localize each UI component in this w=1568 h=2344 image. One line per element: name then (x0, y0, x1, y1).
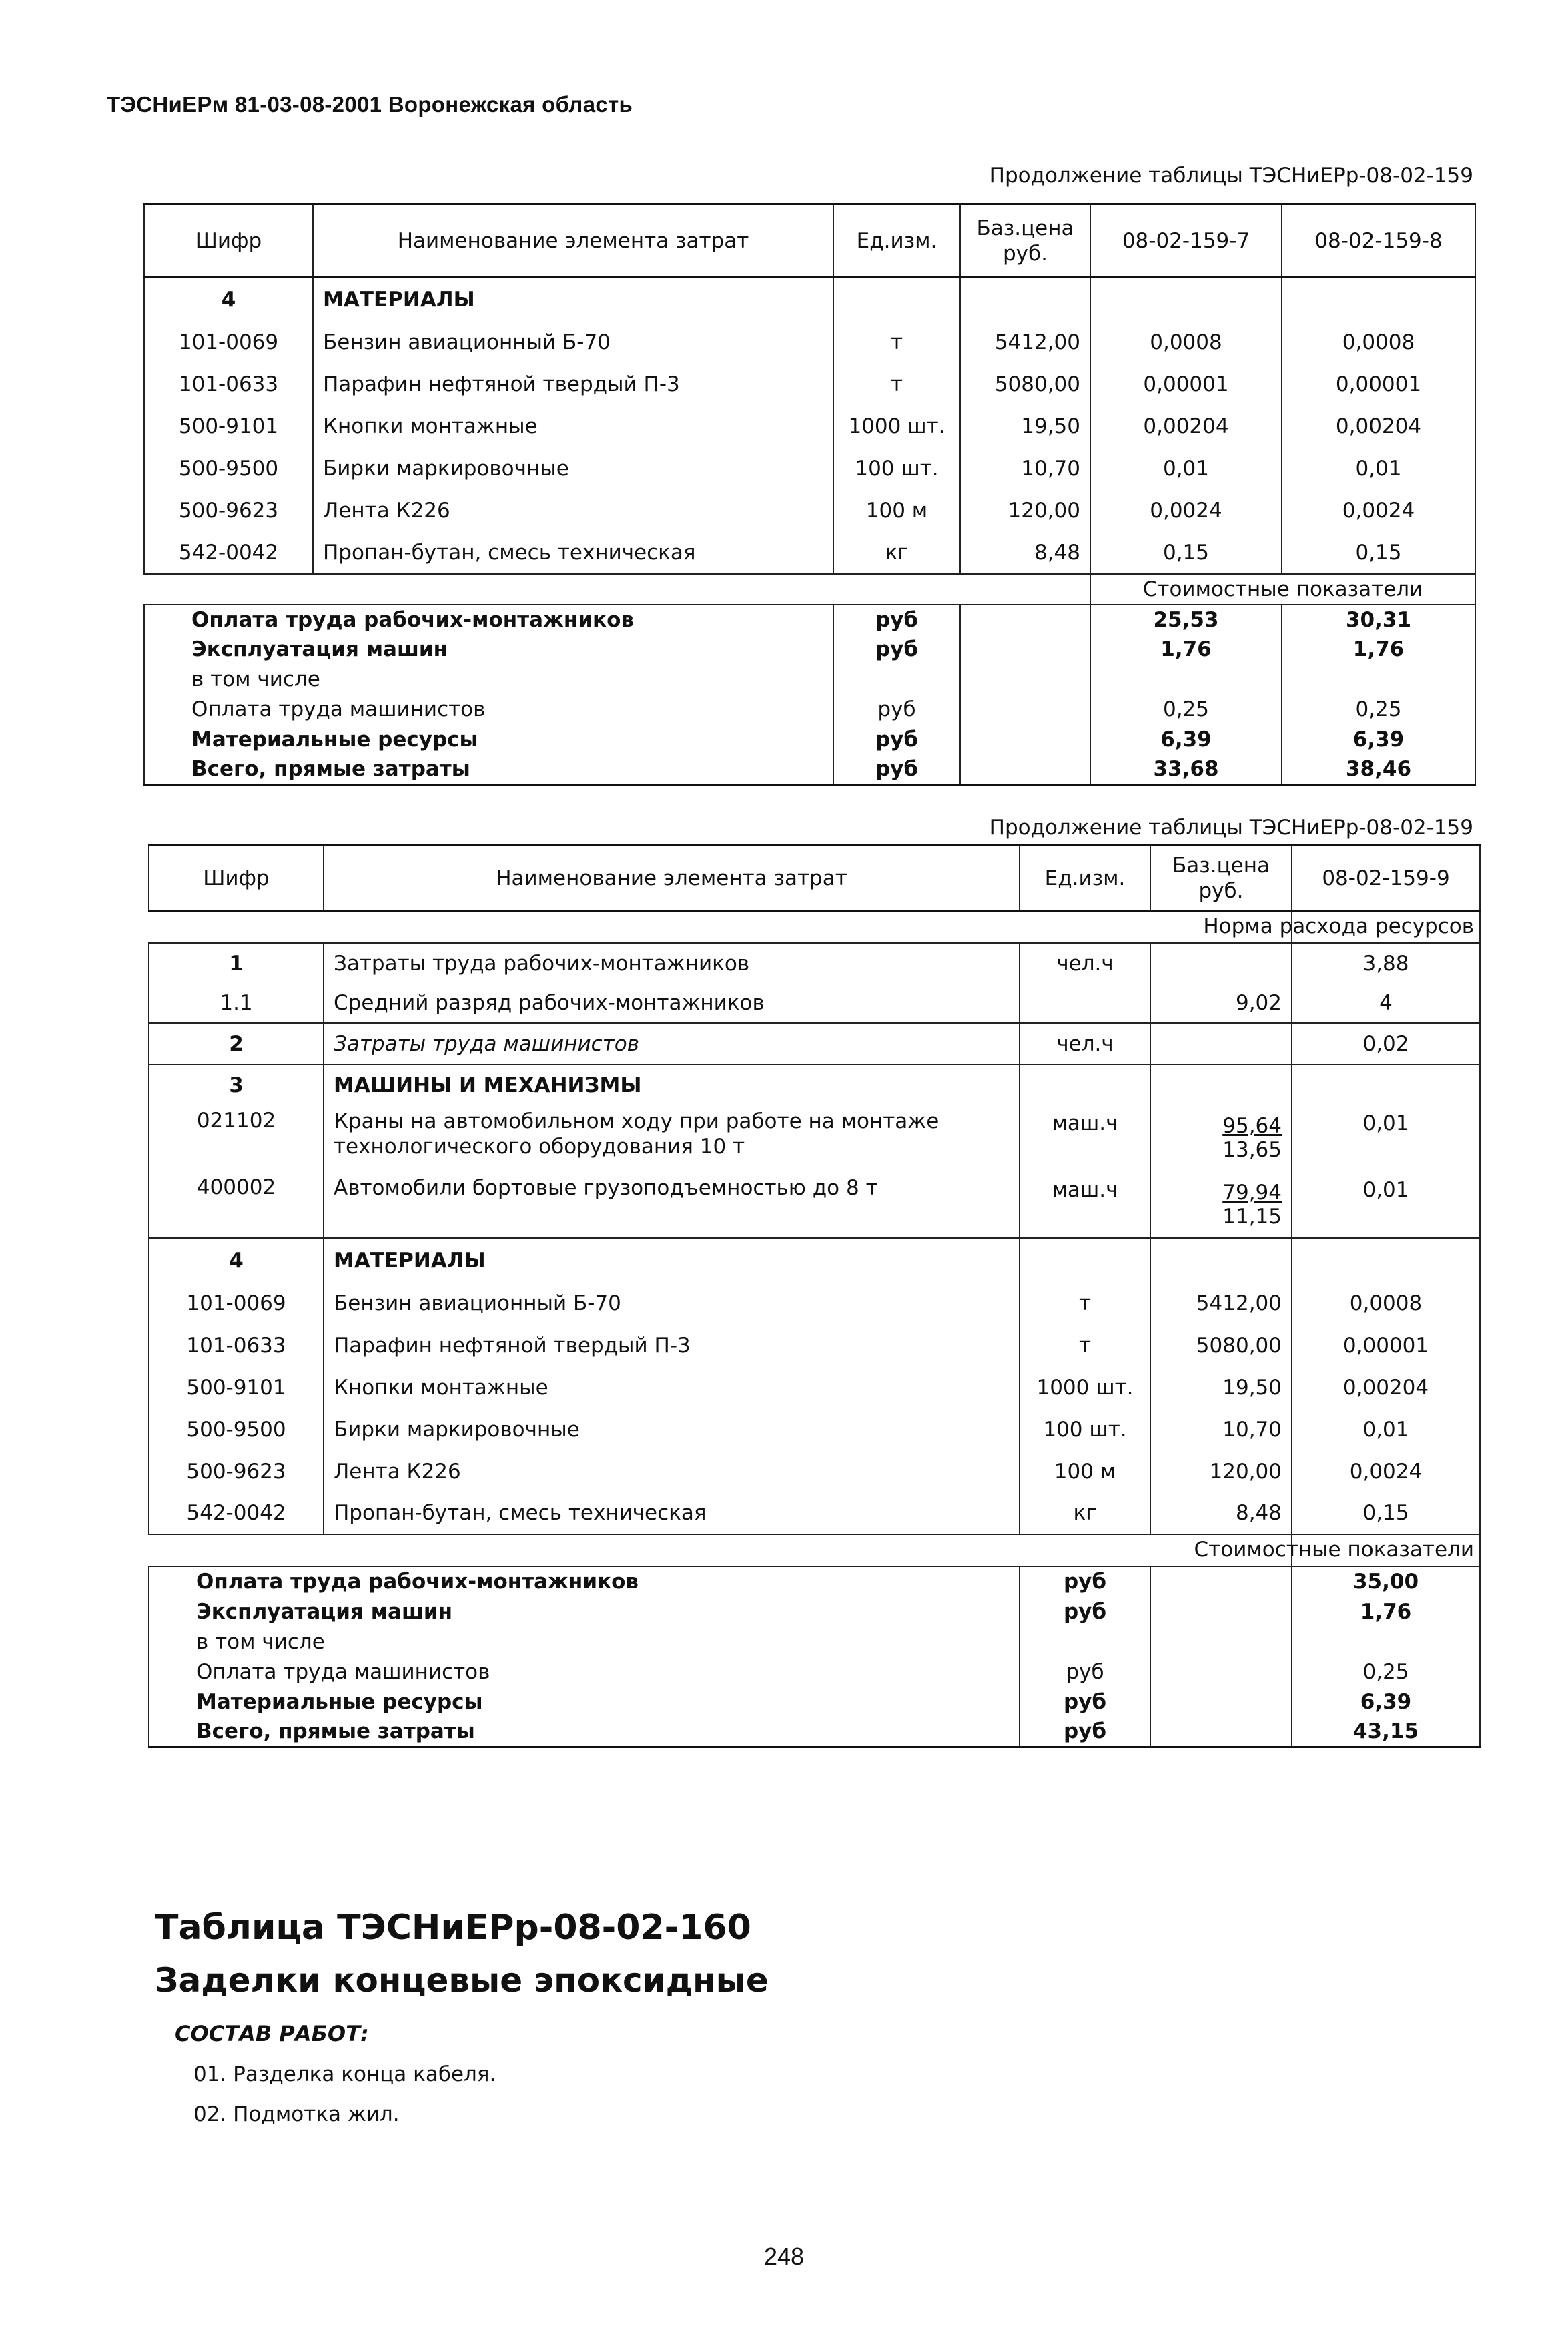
col-price-header (1150, 846, 1292, 911)
row-name: Средний разряд рабочих-монтажников (324, 983, 1020, 1023)
row-unit: 100 шт. (1020, 1408, 1150, 1450)
cost-band-label (1194, 1534, 1480, 1566)
cost-name: Оплата труда рабочих-монтажников (149, 1566, 324, 1596)
cost-unit: руб (1020, 1657, 1150, 1687)
cost-price-empty (960, 605, 1090, 635)
row-unit: чел.ч (1020, 943, 1150, 983)
row-name: Бирки маркировочные (324, 1408, 1020, 1450)
cost-row (149, 1566, 1480, 1596)
row-value-variant1: 0,15 (1090, 532, 1282, 574)
cost-unit: руб (833, 755, 960, 785)
row-value: 0,00204 (1292, 1366, 1480, 1408)
cost-value: 1,76 (1292, 1596, 1480, 1627)
row-value: 0,01 (1292, 1408, 1480, 1450)
cost-value-variant2: 0,25 (1282, 695, 1475, 725)
row-code: 2 (149, 1023, 324, 1065)
row-price (1150, 1023, 1292, 1065)
cost-row (149, 1657, 1480, 1687)
row-price: 19,50 (960, 406, 1090, 448)
section-code: 4 (149, 1238, 324, 1282)
table-row (144, 322, 1475, 364)
table2-continuation-title: Продолжение таблицы ТЭСНиЕРр-08-02-159 (989, 816, 1473, 840)
cost-value: 6,39 (1292, 1687, 1480, 1717)
row-code: 500-9623 (144, 490, 313, 532)
document-header: ТЭСНиЕРм 81-03-08-2001 Воронежская область (107, 92, 633, 117)
col-code-header: Шифр (149, 846, 324, 911)
row-name: Затраты труда рабочих-монтажников (324, 943, 1020, 983)
cost-row (144, 695, 1475, 725)
row-unit: кг (1020, 1492, 1150, 1534)
row-price: 9,02 (1150, 983, 1292, 1023)
table-row (149, 1023, 1480, 1065)
col-price-header-line1: Баз.цена (1172, 853, 1270, 878)
cost-band-label: Стоимостные показатели (1090, 574, 1475, 605)
cost-price-empty (1150, 1687, 1292, 1717)
cost-unit (833, 665, 960, 695)
row-value-variant2: 0,0024 (1282, 490, 1475, 532)
row-code: 101-0069 (149, 1282, 324, 1324)
cost-value-variant1: 33,68 (1090, 755, 1282, 785)
price-total: 95,64 (1222, 1114, 1282, 1138)
table2 (148, 844, 1481, 1748)
row-value-variant1: 0,0024 (1090, 490, 1282, 532)
row-value: 4 (1292, 983, 1480, 1023)
col-variant2-header: 08-02-159-8 (1282, 204, 1475, 278)
col-price-header-line1: Баз.цена (976, 216, 1074, 240)
row-name: Автомобили бортовые грузоподъемностью до 8 т (324, 1171, 1020, 1238)
row-value: 0,15 (1292, 1492, 1480, 1534)
table1-section-row (144, 278, 1475, 322)
row-price: 5080,00 (1150, 1324, 1292, 1366)
cost-value (1292, 1627, 1480, 1657)
row-name: Лента К226 (324, 1450, 1020, 1492)
cost-row (149, 1717, 1480, 1747)
row-name: Пропан-бутан, смесь техническая (324, 1492, 1020, 1534)
row-value-variant1: 0,01 (1090, 448, 1282, 490)
table-row (149, 983, 1480, 1023)
price-total: 79,94 (1222, 1180, 1282, 1205)
row-code: 101-0633 (149, 1324, 324, 1366)
cost-value-variant2: 6,39 (1282, 725, 1475, 755)
cost-name-spacer (313, 665, 833, 695)
table-row (144, 448, 1475, 490)
row-price: 5412,00 (1150, 1282, 1292, 1324)
cost-unit: руб (1020, 1566, 1150, 1596)
row-price: 19,50 (1150, 1366, 1292, 1408)
machine-row (149, 1105, 1480, 1171)
cost-value: 0,25 (1292, 1657, 1480, 1687)
row-value: 0,0008 (1292, 1282, 1480, 1324)
row-name: Бензин авиационный Б-70 (324, 1282, 1020, 1324)
row-code: 021102 (149, 1105, 324, 1171)
row-value-variant1: 0,00204 (1090, 406, 1282, 448)
table-subtitle: Заделки концевые эпоксидные (155, 1961, 769, 2000)
cost-unit: руб (1020, 1596, 1150, 1627)
col-name-header: Наименование элемента затрат (313, 204, 833, 278)
row-code: 500-9500 (144, 448, 313, 490)
table2-materials-section-row (149, 1238, 1480, 1282)
norm-band-text: Норма расхода ресурсов (1203, 914, 1474, 938)
row-code: 542-0042 (144, 532, 313, 574)
section-code: 3 (149, 1065, 324, 1105)
row-name: Кнопки монтажные (313, 406, 833, 448)
cost-row (144, 635, 1475, 665)
table-title: Таблица ТЭСНиЕРр-08-02-160 (155, 1908, 751, 1948)
row-code: 1 (149, 943, 324, 983)
cost-value-variant2: 1,76 (1282, 635, 1475, 665)
col-variant-header: 08-02-159-9 (1292, 846, 1480, 911)
cost-row (144, 665, 1475, 695)
cost-value-variant2: 30,31 (1282, 605, 1475, 635)
cost-band-text: Стоимостные показатели (1194, 1538, 1474, 1562)
cost-value-variant2 (1282, 665, 1475, 695)
row-unit: 100 шт. (833, 448, 960, 490)
row-value: 3,88 (1292, 943, 1480, 983)
cost-name: Эксплуатация машин (149, 1596, 324, 1627)
row-name: Бензин авиационный Б-70 (313, 322, 833, 364)
col-unit-header: Ед.изм. (833, 204, 960, 278)
row-unit: чел.ч (1020, 1023, 1150, 1065)
cost-value: 43,15 (1292, 1717, 1480, 1747)
col-price-header-line2: руб. (1003, 241, 1048, 266)
work-composition-label: СОСТАВ РАБОТ: (175, 2021, 369, 2046)
col-code-header: Шифр (144, 204, 313, 278)
cost-name: Всего, прямые затраты (149, 1717, 324, 1747)
row-name: Парафин нефтяной твердый П-3 (324, 1324, 1020, 1366)
table1 (143, 203, 1476, 786)
row-value-variant2: 0,00001 (1282, 364, 1475, 406)
work-item: 02. Подмотка жил. (193, 2102, 400, 2126)
cost-row (149, 1596, 1480, 1627)
row-unit: т (1020, 1324, 1150, 1366)
cost-value-variant1: 6,39 (1090, 725, 1282, 755)
section-name: МАТЕРИАЛЫ (324, 1238, 1020, 1282)
cost-unit: руб (833, 695, 960, 725)
row-unit: кг (833, 532, 960, 574)
row-value: 0,02 (1292, 1023, 1480, 1065)
row-name: Лента К226 (313, 490, 833, 532)
row-value-variant1: 0,0008 (1090, 322, 1282, 364)
row-unit: т (833, 364, 960, 406)
table-row (149, 1492, 1480, 1534)
row-code: 500-9623 (149, 1450, 324, 1492)
cost-price-empty (1150, 1627, 1292, 1657)
row-code: 542-0042 (149, 1492, 324, 1534)
row-code: 500-9101 (149, 1366, 324, 1408)
cost-value-variant1 (1090, 665, 1282, 695)
cost-name: в том числе (149, 1627, 324, 1657)
table-row (149, 1282, 1480, 1324)
row-value: 0,00001 (1292, 1324, 1480, 1366)
row-unit: 1000 шт. (1020, 1366, 1150, 1408)
row-value-variant1: 0,00001 (1090, 364, 1282, 406)
price-wage: 13,65 (1222, 1138, 1282, 1162)
row-price: 8,48 (1150, 1492, 1292, 1534)
cost-unit: руб (1020, 1687, 1150, 1717)
col-variant1-header: 08-02-159-7 (1090, 204, 1282, 278)
table-row (149, 1324, 1480, 1366)
row-code: 101-0633 (144, 364, 313, 406)
row-value: 0,0024 (1292, 1450, 1480, 1492)
cost-name: Материальные ресурсы (149, 1687, 324, 1717)
table-row (149, 1450, 1480, 1492)
row-name: Пропан-бутан, смесь техническая (313, 532, 833, 574)
row-price: 120,00 (1150, 1450, 1292, 1492)
cost-price-empty (960, 665, 1090, 695)
cost-unit: руб (833, 725, 960, 755)
cost-name: Материальные ресурсы (144, 725, 313, 755)
cost-value-variant1: 0,25 (1090, 695, 1282, 725)
row-name: Бирки маркировочные (313, 448, 833, 490)
col-price-header-line2: руб. (1198, 878, 1244, 903)
table-row (144, 364, 1475, 406)
row-value-variant2: 0,0008 (1282, 322, 1475, 364)
cost-unit: руб (1020, 1717, 1150, 1747)
row-price: 10,70 (960, 448, 1090, 490)
table-row (149, 1408, 1480, 1450)
cost-price-empty (960, 725, 1090, 755)
col-price-header (960, 204, 1090, 278)
machine-row (149, 1171, 1480, 1238)
row-value-variant2: 0,00204 (1282, 406, 1475, 448)
cost-name: Оплата труда рабочих-монтажников (144, 605, 313, 635)
table2-norm-band-row (149, 911, 1480, 944)
norm-band-label (1203, 911, 1480, 944)
cost-row (149, 1687, 1480, 1717)
row-unit: маш.ч (1020, 1105, 1150, 1171)
cost-name: Эксплуатация машин (144, 635, 313, 665)
row-name: Кнопки монтажные (324, 1366, 1020, 1408)
cost-name: Всего, прямые затраты (144, 755, 313, 785)
cost-row (144, 725, 1475, 755)
cost-unit: руб (833, 605, 960, 635)
row-price (1150, 1105, 1292, 1171)
row-code: 400002 (149, 1171, 324, 1238)
cost-price-empty (1150, 1717, 1292, 1747)
page-number: 248 (763, 2243, 805, 2270)
table-row (144, 532, 1475, 574)
row-price (1150, 943, 1292, 983)
cost-row (144, 605, 1475, 635)
row-unit: маш.ч (1020, 1171, 1150, 1238)
cost-price-empty (1150, 1596, 1292, 1627)
row-price: 10,70 (1150, 1408, 1292, 1450)
row-name: Парафин нефтяной твердый П-3 (313, 364, 833, 406)
col-unit-header: Ед.изм. (1020, 846, 1150, 911)
row-unit: 1000 шт. (833, 406, 960, 448)
table2-cost-band-row (149, 1534, 1480, 1566)
cost-row (149, 1627, 1480, 1657)
table2-header-row (149, 846, 1480, 911)
row-price: 120,00 (960, 490, 1090, 532)
row-value-variant2: 0,01 (1282, 448, 1475, 490)
cost-price-empty (1150, 1657, 1292, 1687)
row-code: 500-9500 (149, 1408, 324, 1450)
row-price (1150, 1171, 1292, 1238)
row-price: 8,48 (960, 532, 1090, 574)
row-unit: 100 м (1020, 1450, 1150, 1492)
row-value: 0,01 (1292, 1171, 1480, 1238)
row-code: 500-9101 (144, 406, 313, 448)
row-unit: 100 м (833, 490, 960, 532)
cost-value-variant1: 25,53 (1090, 605, 1282, 635)
cost-name-spacer (324, 1627, 1020, 1657)
row-unit (1020, 983, 1150, 1023)
row-price: 5412,00 (960, 322, 1090, 364)
work-item: 01. Разделка конца кабеля. (193, 2062, 496, 2086)
cost-name: Оплата труда машинистов (149, 1657, 324, 1687)
cost-value-variant1: 1,76 (1090, 635, 1282, 665)
row-unit: т (1020, 1282, 1150, 1324)
cost-unit: руб (833, 635, 960, 665)
cost-price-empty (960, 695, 1090, 725)
table2-machines-section-row (149, 1065, 1480, 1105)
section-name: МАШИНЫ И МЕХАНИЗМЫ (324, 1065, 1020, 1105)
cost-price-empty (960, 635, 1090, 665)
table1-cost-band-row (144, 574, 1475, 605)
cost-value: 35,00 (1292, 1566, 1480, 1596)
row-code: 101-0069 (144, 322, 313, 364)
cost-name: в том числе (144, 665, 313, 695)
section-code: 4 (144, 278, 313, 322)
table1-continuation-title: Продолжение таблицы ТЭСНиЕРр-08-02-159 (989, 164, 1473, 188)
cost-price-empty (960, 755, 1090, 785)
cost-value-variant2: 38,46 (1282, 755, 1475, 785)
row-code: 1.1 (149, 983, 324, 1023)
section-name: МАТЕРИАЛЫ (313, 278, 833, 322)
table-row (149, 1366, 1480, 1408)
col-name-header: Наименование элемента затрат (324, 846, 1020, 911)
row-value: 0,01 (1292, 1105, 1480, 1171)
price-wage: 11,15 (1222, 1204, 1282, 1229)
row-price: 5080,00 (960, 364, 1090, 406)
table1-header-row (144, 204, 1475, 278)
row-name: Краны на автомобильном ходу при работе на монтаже технологического оборудования 10 т (324, 1105, 1020, 1171)
table-row (144, 490, 1475, 532)
table-row (144, 406, 1475, 448)
cost-price-empty (1150, 1566, 1292, 1596)
row-unit: т (833, 322, 960, 364)
cost-unit (1020, 1627, 1150, 1657)
cost-name: Оплата труда машинистов (144, 695, 313, 725)
table-row (149, 943, 1480, 983)
row-value-variant2: 0,15 (1282, 532, 1475, 574)
row-name: Затраты труда машинистов (324, 1023, 1020, 1065)
cost-row (144, 755, 1475, 785)
